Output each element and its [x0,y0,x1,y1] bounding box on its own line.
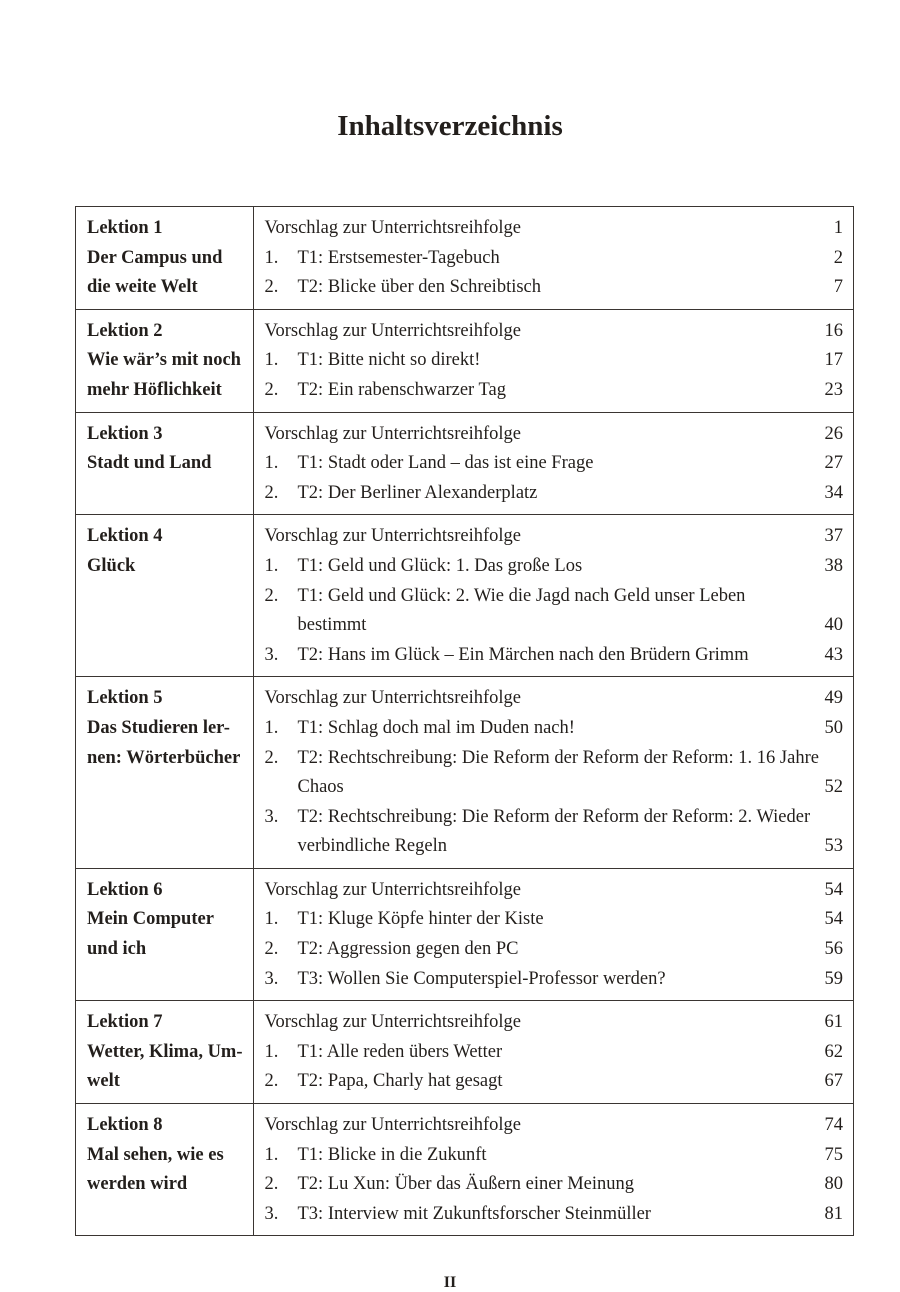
lesson-row [76,677,854,869]
entry-text [298,479,819,509]
entry-text-line: T1: Erstsemester-Tagebuch [297,247,500,268]
entry-page-number: 62 [824,1041,843,1062]
lesson-entries-cell [253,677,853,869]
entry-page-number: 54 [824,879,843,900]
lesson-label: Lektion 7 [87,1012,163,1033]
entry-text [298,449,819,479]
lesson-entries-cell [253,207,853,310]
lesson-label: Lektion 8 [87,1115,163,1136]
entry-page-number: 27 [824,453,843,474]
entry-text: Vorschlag zur Unterrichtsreihfolge [264,879,522,900]
entry-number: 1. [264,1144,279,1165]
toc-body [76,207,854,1236]
lesson-label: Lektion 6 [87,879,163,900]
entry-page-number: 59 [824,968,843,989]
lesson-entries-cell [253,515,853,677]
toc-entry[interactable] [265,803,843,862]
toc-entry-intro[interactable] [265,317,843,347]
entry-page-number: 1 [833,218,843,238]
entry-text-line: T2: Der Berliner Alexanderplatz [297,482,538,503]
entry-page-number: 40 [824,615,843,636]
entry-page-number: 53 [824,836,843,857]
lesson-row [76,515,854,677]
toc-entry[interactable] [265,905,843,935]
lesson-label: Lektion 5 [87,688,163,709]
toc-entry[interactable] [265,376,843,406]
entry-number: 1. [264,1041,279,1062]
entry-page-number: 54 [824,909,843,930]
entry-text-line: T3: Interview mit Zukunftsforscher Steinmüller [297,1203,651,1224]
lesson-title-line: welt [87,1071,120,1092]
toc-entry[interactable] [265,744,843,803]
entry-text [298,244,819,274]
lesson-title-line: Glück [87,555,136,576]
entry-number: 2. [264,747,279,768]
entry-text-line: T2: Ein rabenschwarzer Tag [297,379,506,400]
entry-text: Vorschlag zur Unterrichtsreihfolge [264,526,522,547]
entry-page-number: 74 [824,1115,843,1136]
lesson-label: Lektion 3 [87,423,163,444]
entry-number: 2. [264,939,279,960]
entry-number: 2. [264,1071,279,1092]
entry-text [298,1067,819,1097]
entry-text [298,1200,819,1230]
entry-page-number: 81 [824,1203,843,1224]
entry-number: 2. [264,482,279,503]
toc-entry[interactable] [265,244,843,274]
entry-number: 2. [264,1174,279,1195]
toc-entry-intro[interactable] [265,684,843,714]
entry-text [298,273,819,303]
entry-number: 1. [264,555,279,576]
lesson-entries-cell [253,1104,853,1236]
entry-text-line: T2: Rechtschreibung: Die Reform der Reform der Reform: 1. 16 Jahre [297,747,819,768]
toc-entry[interactable] [265,449,843,479]
entry-text-line: Chaos [297,777,344,798]
lesson-title-line: werden wird [87,1174,188,1195]
entry-text-line: T1: Geld und Glück: 2. Wie die Jagd nach Geld unser Leben [297,585,746,606]
lesson-title-line: mehr Höflichkeit [87,379,222,400]
toc-entry[interactable] [265,935,843,965]
toc-entry[interactable] [265,1200,843,1230]
toc-entry[interactable] [265,346,843,376]
entry-page-number: 2 [833,247,843,268]
lesson-title-cell [76,1104,254,1236]
lesson-title-line: Der Campus und [87,247,223,268]
toc-entry[interactable] [265,1170,843,1200]
entry-text [298,965,819,995]
lesson-title-line: nen: Wörterbücher [87,747,241,768]
entry-text-line: T2: Lu Xun: Über das Äußern einer Meinung [297,1174,635,1195]
entry-text: Vorschlag zur Unterrichtsreihfolge [264,423,522,444]
lesson-label: Lektion 4 [87,526,163,547]
toc-entry[interactable] [265,552,843,582]
entry-text-line: T1: Bitte nicht so direkt! [297,350,481,371]
lesson-title-cell [76,868,254,1000]
entry-page-number: 50 [824,717,843,738]
entry-text [298,1170,819,1200]
entry-number: 2. [264,585,279,606]
table-of-contents [75,206,854,1236]
entry-number: 3. [264,968,279,989]
toc-entry[interactable] [265,641,843,671]
entry-page-number: 37 [824,526,843,547]
toc-entry[interactable] [265,965,843,995]
entry-page-number: 75 [824,1144,843,1165]
entry-number: 1. [264,717,279,738]
entry-number: 1. [264,350,279,371]
lesson-title-line: Mein Computer [87,909,214,930]
entry-text-line: bestimmt [297,615,367,636]
lesson-row [76,868,854,1000]
entry-number: 1. [264,909,279,930]
toc-entry-intro[interactable] [265,420,843,450]
lesson-row [76,207,854,310]
lesson-title-line: Mal sehen, wie es [87,1144,224,1165]
entry-page-number: 34 [824,482,843,503]
entry-text-line: T1: Geld und Glück: 1. Das große Los [297,555,583,576]
entry-page-number: 7 [833,277,843,298]
toc-entry[interactable] [265,1038,843,1068]
lesson-title-line: die weite Welt [87,277,198,298]
lesson-title-cell [76,515,254,677]
entry-text [298,714,819,744]
lesson-entries-cell [253,868,853,1000]
entry-text: Vorschlag zur Unterrichtsreihfolge [264,1012,522,1033]
entry-text [298,641,819,671]
entry-text: Vorschlag zur Unterrichtsreihfolge [264,218,522,238]
entry-text [298,905,819,935]
lesson-title-cell [76,309,254,412]
toc-entry[interactable] [265,582,843,641]
entry-page-number: 23 [824,379,843,400]
entry-number: 1. [264,453,279,474]
lesson-row [76,1104,854,1236]
lesson-title-line: Wie wär’s mit noch [87,350,241,371]
entry-text-line: T2: Papa, Charly hat gesagt [297,1071,503,1092]
entry-text-line: T1: Alle reden übers Wetter [297,1041,503,1062]
entry-text-line: T1: Stadt oder Land – das ist eine Frage [297,453,594,474]
entry-page-number: 56 [824,939,843,960]
toc-entry[interactable] [265,1067,843,1097]
entry-text-line: T3: Wollen Sie Computerspiel-Professor werden? [297,968,666,989]
lesson-title-cell [76,677,254,869]
lesson-title-cell [76,412,254,515]
lesson-title-line: Wetter, Klima, Um- [87,1041,243,1062]
entry-number: 3. [264,806,279,827]
entry-page-number: 80 [824,1174,843,1195]
entry-text-line: T2: Aggression gegen den PC [297,939,519,960]
entry-page-number: 17 [824,350,843,371]
lesson-row [76,309,854,412]
entry-text-line: T1: Schlag doch mal im Duden nach! [297,717,575,738]
entry-page-number: 26 [824,423,843,444]
lesson-entries-cell [253,412,853,515]
entry-number: 3. [264,644,279,665]
lesson-title-line: und ich [87,939,147,960]
lesson-row [76,412,854,515]
lesson-label: Lektion 2 [87,320,163,341]
entry-text [298,346,819,376]
toc-entry-intro[interactable] [265,214,843,244]
toc-entry[interactable] [265,714,843,744]
page-title: Inhaltsverzeichnis [337,110,563,142]
toc-entry-intro[interactable] [265,522,843,552]
entry-page-number: 67 [824,1071,843,1092]
lesson-title-line: Das Studieren ler- [87,717,230,738]
entry-text-line: T2: Blicke über den Schreibtisch [297,277,542,298]
entry-text [298,552,819,582]
toc-entry[interactable] [265,273,843,303]
entry-text: Vorschlag zur Unterrichtsreihfolge [264,1115,522,1136]
entry-page-number: 61 [824,1012,843,1033]
entry-page-number: 49 [824,688,843,709]
entry-page-number: 52 [824,777,843,798]
toc-entry[interactable] [265,479,843,509]
toc-entry-intro[interactable] [265,1008,843,1038]
toc-entry-intro[interactable] [265,1111,843,1141]
lesson-entries-cell [253,309,853,412]
entry-page-number: 43 [824,644,843,665]
lesson-entries-cell [253,1001,853,1104]
entry-text [298,1141,819,1171]
entry-text [298,935,819,965]
entry-number: 2. [264,277,279,298]
toc-entry[interactable] [265,1141,843,1171]
lesson-label: Lektion 1 [87,218,163,238]
entry-text-line: T2: Rechtschreibung: Die Reform der Reform der Reform: 2. Wieder [297,806,811,827]
entry-page-number: 38 [824,555,843,576]
entry-number: 3. [264,1203,279,1224]
entry-page-number: 16 [824,320,843,341]
entry-text: Vorschlag zur Unterrichtsreihfolge [264,688,522,709]
entry-number: 1. [264,247,279,268]
entry-text-line: T2: Hans im Glück – Ein Märchen nach den Brüdern Grimm [297,644,749,665]
entry-text [298,582,819,641]
entry-text: Vorschlag zur Unterrichtsreihfolge [264,320,522,341]
entry-text-line: T1: Blicke in die Zukunft [297,1144,487,1165]
entry-text [298,803,819,862]
entry-text-line: T1: Kluge Köpfe hinter der Kiste [297,909,544,930]
lesson-title-cell [76,1001,254,1104]
entry-text-line: verbindliche Regeln [297,836,447,857]
toc-entry-intro[interactable] [265,876,843,906]
entry-text [298,1038,819,1068]
entry-text [298,376,819,406]
entry-text [298,744,819,803]
lesson-row [76,1001,854,1104]
lesson-title-line: Stadt und Land [87,453,212,474]
lesson-title-cell [76,207,254,310]
entry-number: 2. [264,379,279,400]
page-number: II [443,1274,457,1291]
